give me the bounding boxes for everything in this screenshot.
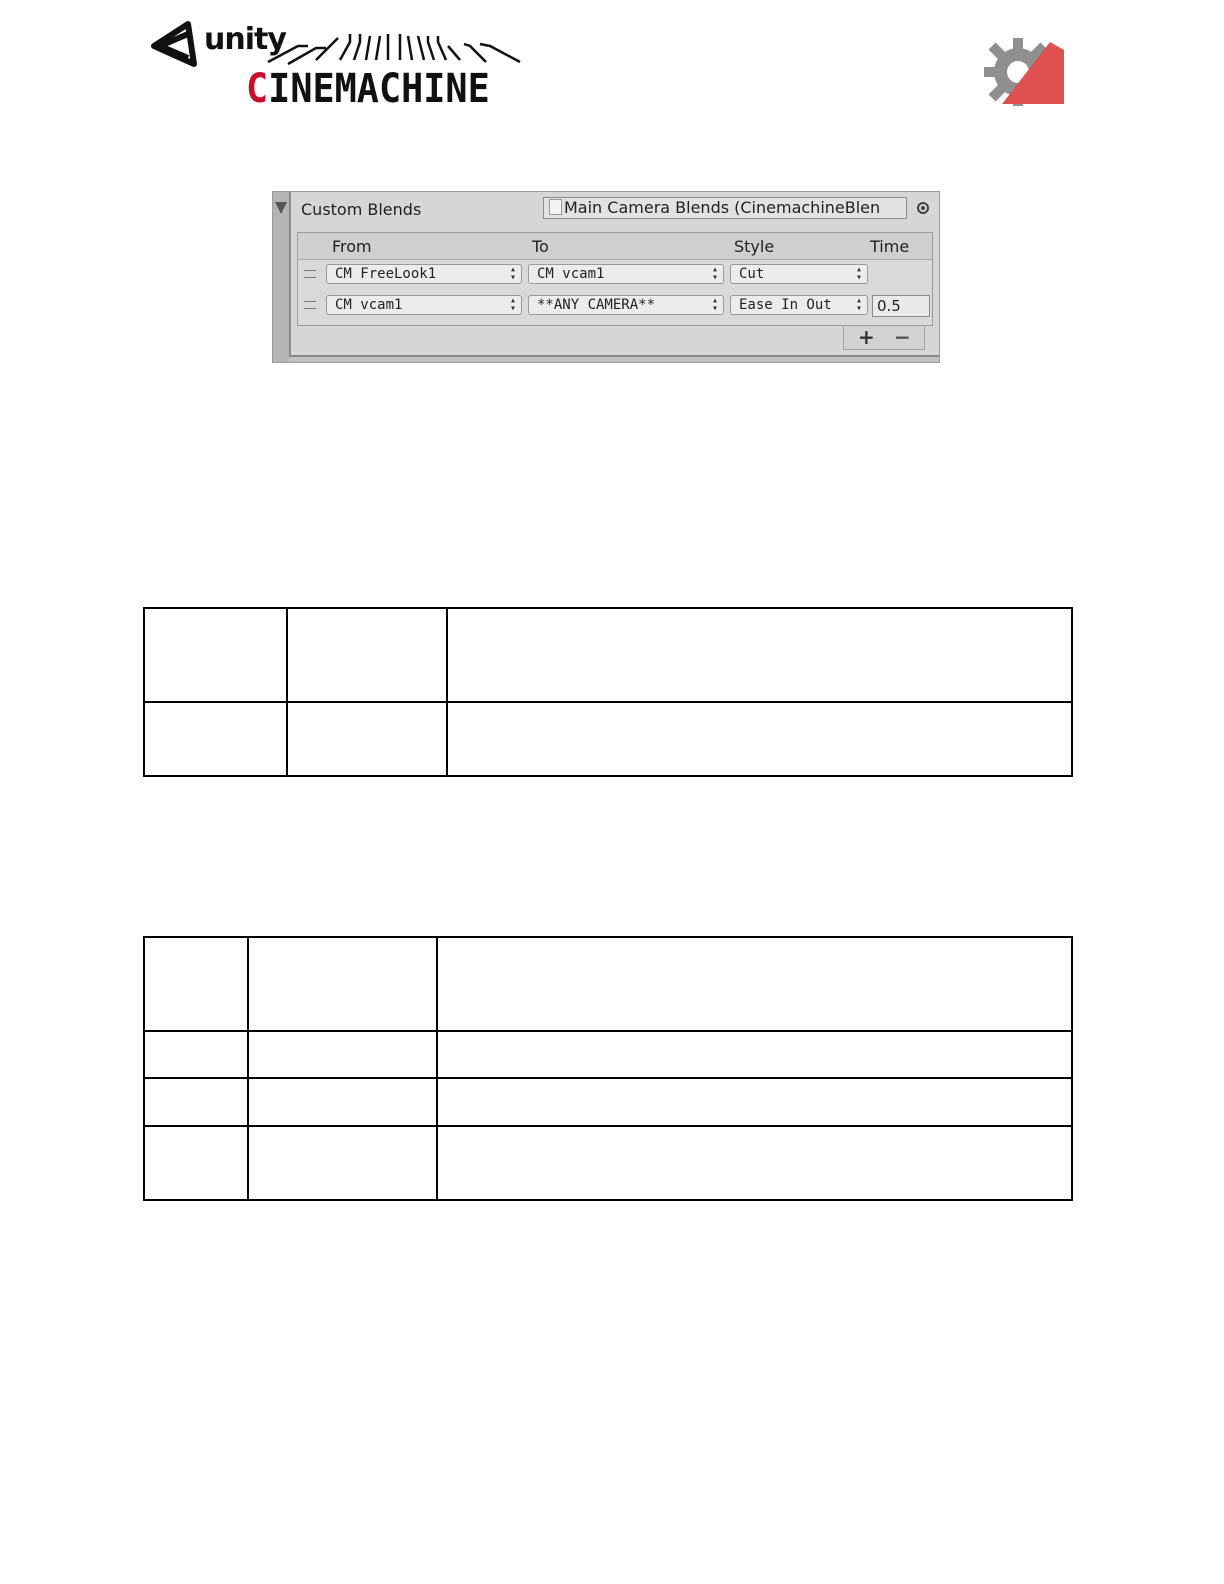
to-camera-dropdown[interactable] xyxy=(528,264,724,284)
table-cell xyxy=(248,1126,437,1200)
asset-document-icon xyxy=(549,199,562,215)
to-camera-dropdown[interactable] xyxy=(528,295,724,315)
table-cell xyxy=(144,1031,248,1078)
cinemachine-wordmark xyxy=(246,66,490,112)
foldout-toggle[interactable] xyxy=(273,192,289,362)
column-time: Time xyxy=(870,237,910,256)
dropdown-arrows-icon: ▴ ▾ xyxy=(855,295,862,314)
gear-camera-icon xyxy=(984,34,1068,108)
document-table-1 xyxy=(143,607,1073,777)
table-cell xyxy=(287,608,447,702)
blends-asset-name: Main Camera Blends (CinemachineBlen xyxy=(564,198,881,217)
blends-list xyxy=(297,232,933,326)
drag-handle-icon[interactable] xyxy=(304,301,316,309)
unity-wordmark: unity xyxy=(204,22,286,57)
object-picker-icon[interactable] xyxy=(917,202,929,214)
foldout-arrow-icon xyxy=(275,202,287,214)
column-from: From xyxy=(332,237,372,256)
dropdown-arrows-icon: ▴ ▾ xyxy=(509,295,516,314)
blend-style-value: Ease In Out xyxy=(739,297,832,313)
inspector-body xyxy=(289,192,939,357)
table-cell xyxy=(437,1031,1072,1078)
from-camera-value: CM vcam1 xyxy=(335,297,403,313)
to-camera-value: **ANY CAMERA** xyxy=(537,297,656,313)
blends-asset-field[interactable] xyxy=(543,197,907,219)
dropdown-arrows-icon: ▴ ▾ xyxy=(711,295,718,314)
list-add-remove-bar xyxy=(843,326,925,350)
dropdown-arrows-icon: ▴ ▾ xyxy=(711,264,718,283)
blend-style-dropdown[interactable] xyxy=(730,295,868,315)
from-camera-value: CM FreeLook1 xyxy=(335,266,437,282)
cinemachine-wordmark-rest: INEMACHINE xyxy=(268,66,490,112)
inspector-title: Custom Blends xyxy=(301,200,422,219)
custom-blends-inspector xyxy=(272,191,940,363)
column-style: Style xyxy=(734,237,775,256)
table-cell xyxy=(437,937,1072,1031)
table-row xyxy=(144,608,1072,702)
table-cell xyxy=(437,1078,1072,1126)
circuit-lines xyxy=(268,34,520,64)
cinemachine-wordmark-c: C xyxy=(246,66,269,112)
table-row xyxy=(144,1078,1072,1126)
table-cell xyxy=(144,1126,248,1200)
table-cell xyxy=(437,1126,1072,1200)
dropdown-arrows-icon: ▴ ▾ xyxy=(509,264,516,283)
blend-style-dropdown[interactable] xyxy=(730,264,868,284)
table-cell xyxy=(144,608,287,702)
table-cell xyxy=(447,608,1072,702)
blend-row xyxy=(298,291,932,319)
table-cell xyxy=(144,1078,248,1126)
table-cell xyxy=(248,1031,437,1078)
table-cell xyxy=(144,702,287,776)
remove-blend-button[interactable]: − xyxy=(894,325,911,349)
table-row xyxy=(144,937,1072,1031)
table-cell xyxy=(144,937,248,1031)
blend-style-value: Cut xyxy=(739,266,765,282)
unity-cinemachine-logo xyxy=(148,16,528,112)
blend-time-input[interactable]: 0.5 xyxy=(872,295,930,317)
table-cell xyxy=(248,937,437,1031)
table-cell xyxy=(248,1078,437,1126)
drag-handle-icon[interactable] xyxy=(304,270,316,278)
table-row xyxy=(144,1126,1072,1200)
table-row xyxy=(144,702,1072,776)
from-camera-dropdown[interactable] xyxy=(326,295,522,315)
table-row xyxy=(144,1031,1072,1078)
to-camera-value: CM vcam1 xyxy=(537,266,605,282)
blends-list-header xyxy=(298,233,932,260)
document-table-2 xyxy=(143,936,1073,1201)
dropdown-arrows-icon: ▴ ▾ xyxy=(855,264,862,283)
table-cell xyxy=(287,702,447,776)
column-to: To xyxy=(532,237,549,256)
from-camera-dropdown[interactable] xyxy=(326,264,522,284)
blend-row xyxy=(298,260,932,288)
table-cell xyxy=(447,702,1072,776)
add-blend-button[interactable]: + xyxy=(858,325,875,349)
